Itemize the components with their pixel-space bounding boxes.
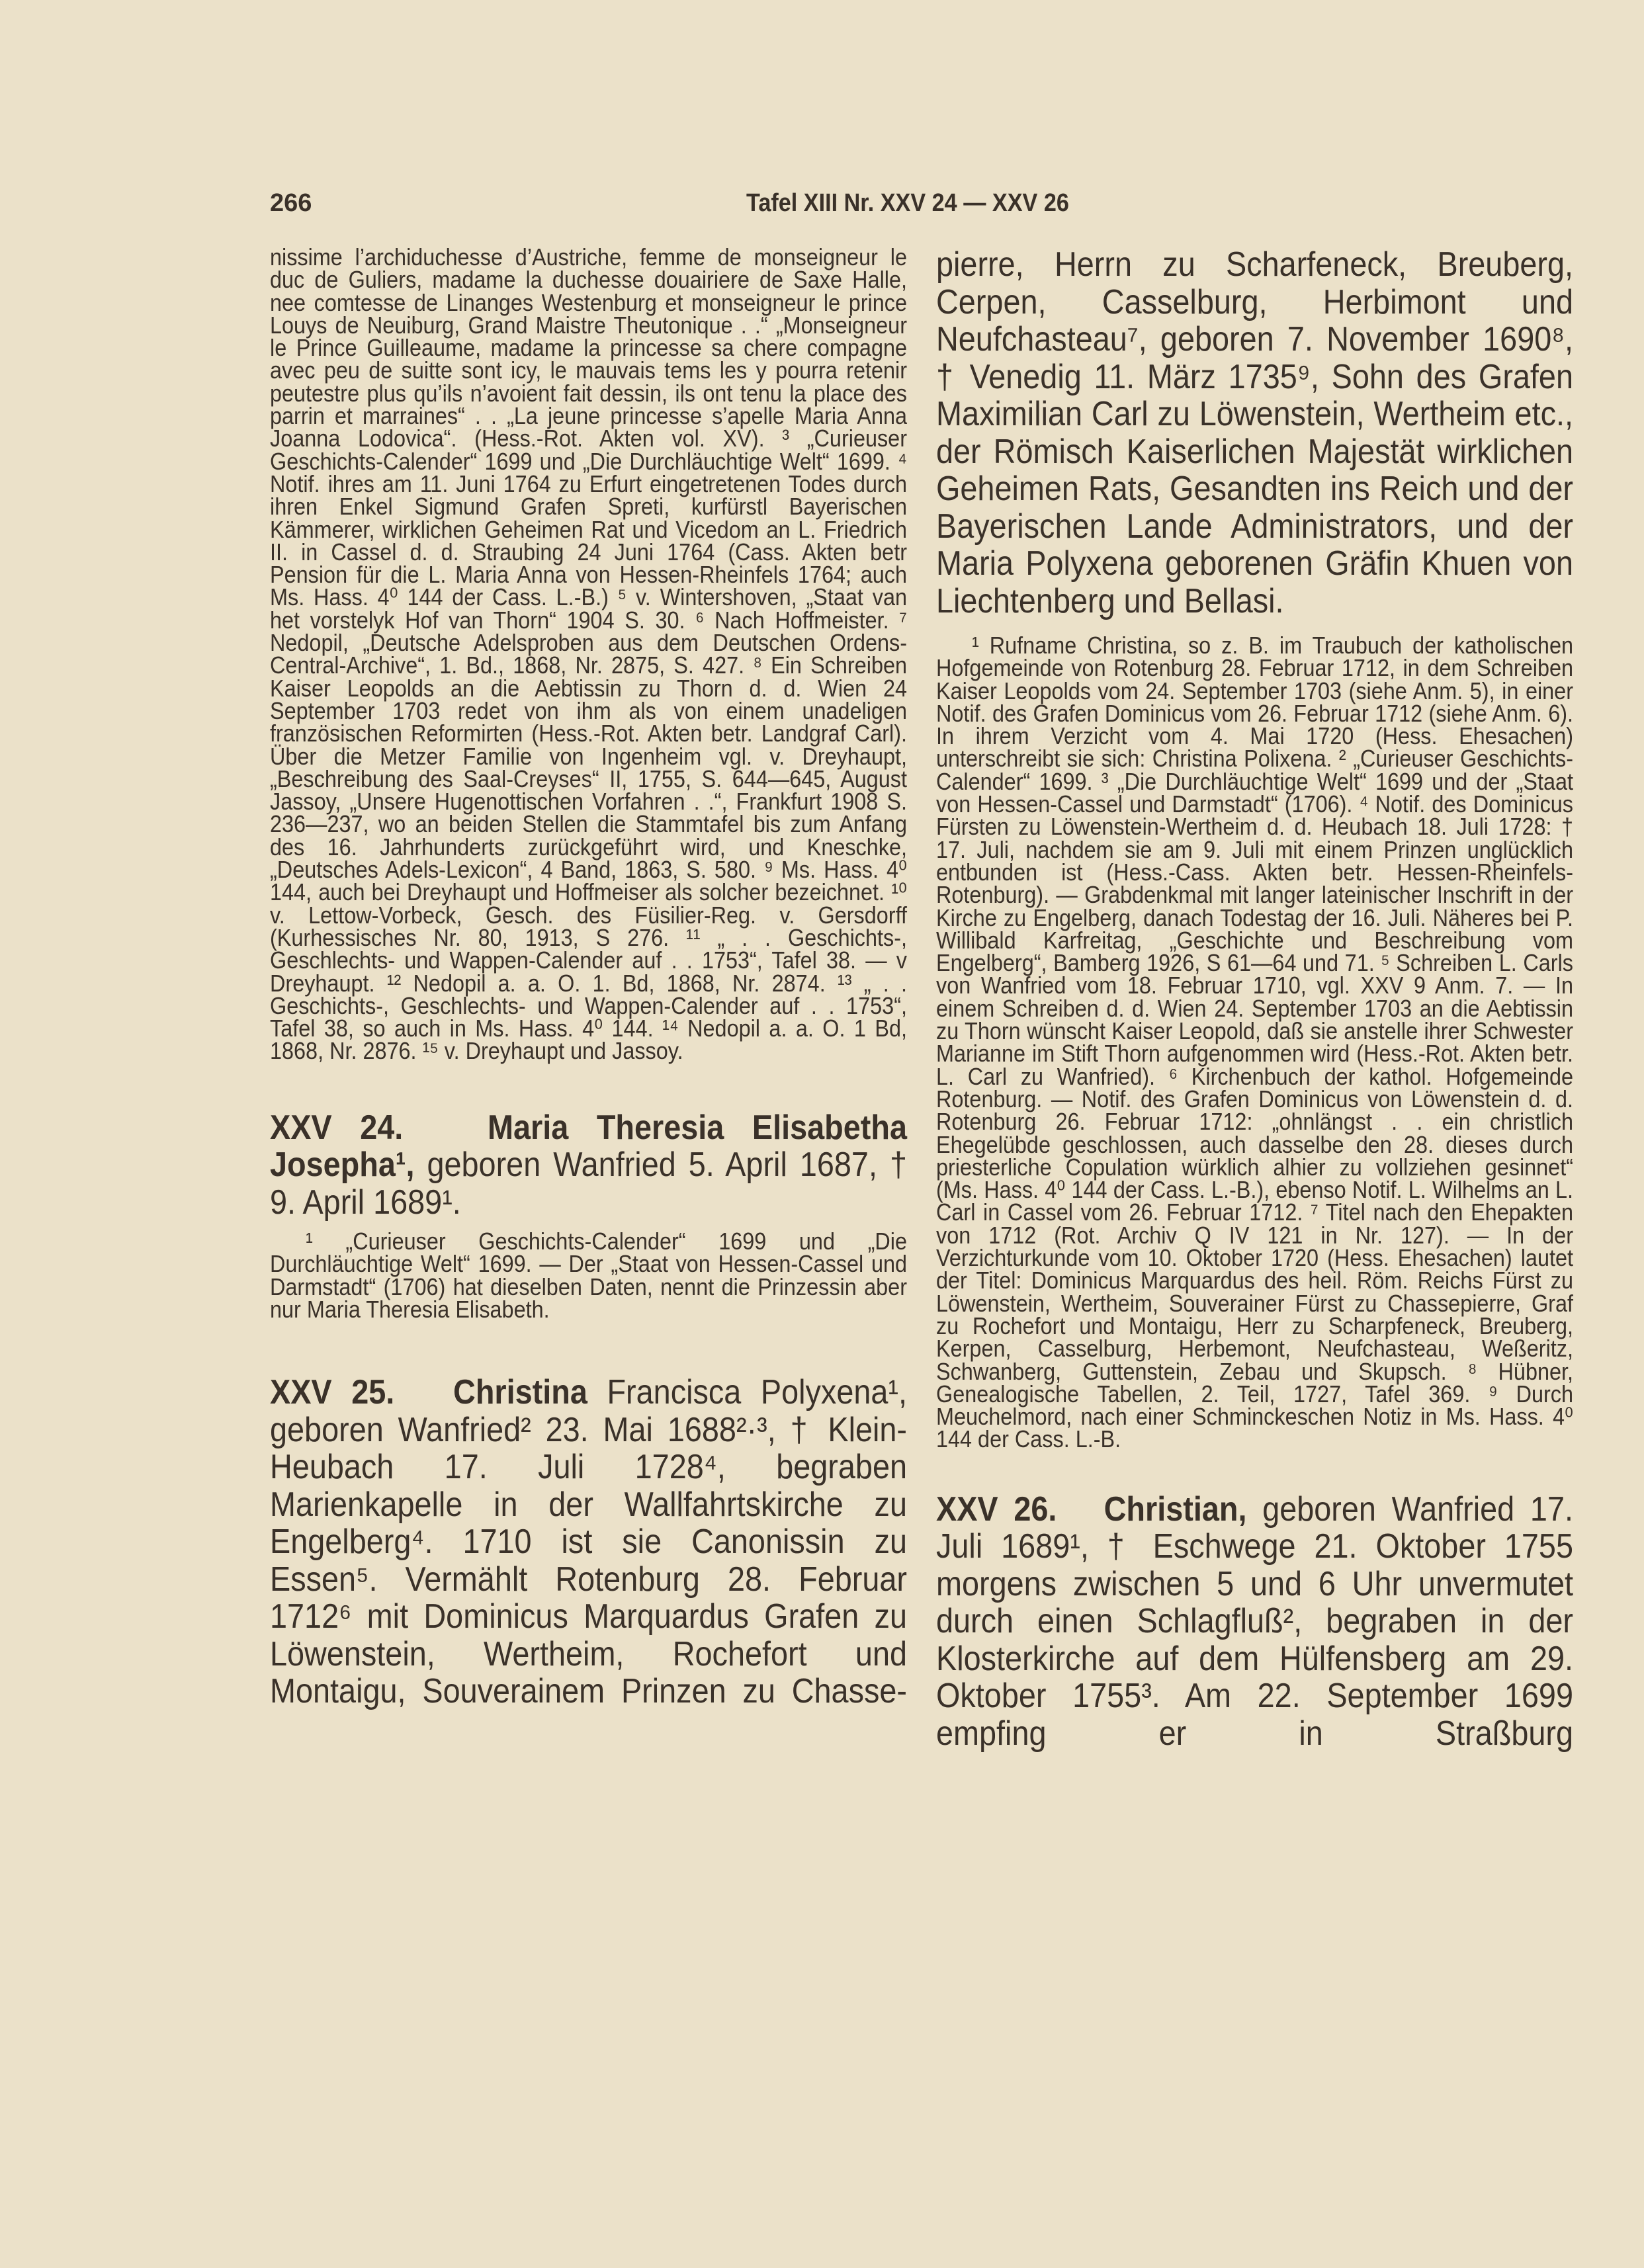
entry-number: XXV 26.	[936, 1490, 1057, 1529]
entry-text: geboren Wanfried 17. Juli 1689¹, † Eschwege 21. Oktober 1755 morgens zwischen 5 und 6 Uhr unvermutet durch einen Schlagfluß², begraben in der Klosterkirche auf dem Hülfensberg am 29. Oktober 1755³. Am 22. September 1699 empfing er in Straßburg	[936, 1490, 1573, 1753]
entry-xxv25	[270, 1374, 907, 1710]
entry-xxv26	[936, 1491, 1573, 1753]
right-column	[936, 246, 1573, 1752]
entry-xxv24-footnotes: ¹ „Curieuser Geschichts-Calender“ 1699 und „Die Durchläuchtige Welt“ 1699. — Der „Staat von Hessen-Cassel und Darmstadt“ (1706) hat dieselben Daten, nennt die Prinzessin aber nur Maria Theresia Elisabeth.	[270, 1228, 907, 1323]
left-column	[270, 243, 908, 1711]
entry-name: Maria Theresia Elisabetha Josepha¹,	[270, 1108, 907, 1185]
entry-text: Francisca Polyxena¹, geboren Wanfried² 23. Mai 1688²·³, † Klein-Heubach 17. Juli 1728⁴, begraben Marienkapelle in der Wallfahrtskirche zu Engelberg⁴. 1710 ist sie Canonissin zu Essen⁵. Vermählt Rotenburg 28. Februar 1712⁶ mit Dominicus Marquardus Grafen zu Löwenstein, Wertheim, Rochefort und Montaigu, Souverainem Prinzen zu Chasse-	[270, 1373, 908, 1711]
entry-xxv25-continued: pierre, Herrn zu Scharfeneck, Breuberg, Cerpen, Casselburg, Herbimont und Neufchasteau⁷, geboren 7. November 1690⁸, † Venedig 11. März 1735⁹, Sohn des Grafen Maximilian Carl zu Löwenstein, Wertheim etc., der Römisch Kaiserlichen Majestät wirklichen Geheimen Rats, Gesandten ins Reich und der Bayerischen Lande Administrators, und der Maria Polyxena geborenen Gräfin Khuen von Liechtenberg und Bellasi.	[936, 245, 1573, 620]
entry-number: XXV 25.	[270, 1373, 395, 1412]
page-number: 266	[270, 189, 312, 217]
entry-text: geboren Wanfried 5. April 1687, † 9. April 1689¹.	[270, 1146, 907, 1222]
entry-xxv25-footnotes: ¹ Rufname Christina, so z. B. im Traubuch der katholischen Hofgemeinde von Rotenburg 28. Februar 1712, in dem Schreiben Kaiser Leopolds vom 24. September 1703 (siehe Anm. 5), in einer Notif. des Grafen Dominicus vom 26. Februar 1712 (siehe Anm. 6). In ihrem Verzicht vom 4. Mai 1720 (Hess. Ehesachen) unterschreibt sie sich: Christina Polixena. ² „Curieuser Geschichts-Calender“ 1699. ³ „Die Durchläuchtige Welt“ 1699 und der „Staat von Hessen-Cassel und Darmstadt“ (1706). ⁴ Notif. des Dominicus Fürsten zu Löwenstein-Wertheim d. d. Heubach 18. Juli 1728: † 17. Juli, nachdem sie am 9. Juli mit einem Prinzen unglücklich entbunden ist (Hess.-Cass. Akten betr. Hessen-Rheinfels-Rotenburg). — Grabdenkmal mit langer lateinischer Inschrift in der Kirche zu Engelberg, danach Todestag der 16. Juli. Näheres bei P. Willibald Karfreitag, „Geschichte und Beschreibung vom Engelberg“, Bamberg 1926, S 61—64 und 71. ⁵ Schreiben L. Carls von Wanfried vom 18. Februar 1710, vgl. XXV 9 Anm. 7. — In einem Schreiben d. d. Wien 24. September 1703 an die Aebtissin zu Thorn wünscht Kaiser Leopold, daß sie anstelle ihrer Schwester Marianne im Stift Thorn aufgenommen wird (Hess.-Rot. Akten betr. L. Carl zu Wanfried). ⁶ Kirchenbuch der kathol. Hofgemeinde Rotenburg. — Notif. des Grafen Dominicus von Löwenstein d. d. Rotenburg 26. Februar 1712: „ohnlängst . . ein christlich Ehegelübde geschlossen, auch dasselbe den 28. dieses durch priesterliche Copulation würklich alhier zu vollziehen gesinnet“ (Ms. Hass. 4⁰ 144 der Cass. L.-B.), ebenso Notif. L. Wilhelms an L. Carl in Cassel vom 26. Februar 1712. ⁷ Titel nach den Ehepakten von 1712 (Rot. Archiv Q IV 121 in Nr. 127). — In der Verzichturkunde vom 10. Oktober 1720 (Hess. Ehesachen) lautet der Titel: Dominicus Marquardus des heil. Röm. Reichs Fürst zu Löwenstein, Wertheim, Souverainer Fürst zu Chassepierre, Graf zu Rochefort und Montaigu, Herr zu Scharpfeneck, Breuberg, Kerpen, Casselburg, Herbemont, Neufchasteau, Weßeritz, Schwanberg, Guttenstein, Zebau und Skupsch. ⁸ Hübner, Genealogische Tabellen, 2. Teil, 1727, Tafel 369. ⁹ Durch Meuchelmord, nach einer Schminckeschen Notiz in Ms. Hass. 4⁰ 144 der Cass. L.-B.	[936, 632, 1573, 1453]
entry-xxv24	[270, 1109, 907, 1222]
entry-name: Christina	[453, 1373, 587, 1412]
running-title: Tafel XIII Nr. XXV 24 — XXV 26	[746, 189, 1069, 217]
entry-number: XXV 24.	[270, 1108, 404, 1147]
footnotes-continued: nissime l’archiduchesse d’Austriche, femme de monseigneur le duc de Guliers, madame la duchesse douairiere de Saxe Halle, nee comtesse de Linanges Westenburg et monseigneur le prince Louys de Neuiburg, Grand Maistre Theutonique . .“ „Monseigneur le Prince Guilleaume, madame la princesse sa chere compagne avec peu de suitte sont icy, le mauvais tems les y pourra retenir peutestre plus qu’ils n’avoient fait dessin, ils ont tenu la place des parrin et marraines“ . . „La jeune princesse s’apelle Maria Anna Joanna Lodovica“. (Hess.-Rot. Akten vol. XV). ³ „Curieuser Geschichts-Calender“ 1699 und „Die Durchläuchtige Welt“ 1699. ⁴ Notif. ihres am 11. Juni 1764 zu Erfurt eingetretenen Todes durch ihren Enkel Sigmund Grafen Spreti, kurfürstl Bayerischen Kämmerer, wirklichen Geheimen Rat und Vicedom an L. Friedrich II. in Cassel d. d. Straubing 24 Juni 1764 (Cass. Akten betr Pension für die L. Maria Anna von Hessen-Rheinfels 1764; auch Ms. Hass. 4⁰ 144 der Cass. L.-B.) ⁵ v. Wintershoven, „Staat van het vorstelyk Hof van Thorn“ 1904 S. 30. ⁶ Nach Hoffmeister. ⁷ Nedopil, „Deutsche Adelsproben aus dem Deutschen Ordens-Central-Archive“, 1. Bd., 1868, Nr. 2875, S. 427. ⁸ Ein Schreiben Kaiser Leopolds an die Aebtissin zu Thorn d. d. Wien 24 September 1703 redet von ihm als von einem unadeligen französischen Reformirten (Hess.-Rot. Akten betr. Landgraf Carl). Über die Metzer Familie von Ingenheim vgl. v. Dreyhaupt, „Beschreibung des Saal-Creyses“ II, 1755, S. 644—645, August Jassoy, „Unsere Hugenottischen Vorfahren . .“, Frankfurt 1908 S. 236—237, wo an beiden Stellen die Stammtafel bis zum Anfang des 16. Jahrhunderts zurückgeführt wird, und Kneschke, „Deutsches Adels-Lexicon“, 4 Band, 1863, S. 580. ⁹ Ms. Hass. 4⁰ 144, auch bei Dreyhaupt und Hoffmeiser als solcher bezeichnet. ¹⁰ v. Lettow-Vorbeck, Gesch. des Füsilier-Reg. v. Gersdorff (Kurhessisches Nr. 80, 1913, S 276. ¹¹ „ . . Geschichts-, Geschlechts- und Wappen-Calender auf . . 1753“, Tafel 38. — v Dreyhaupt. ¹² Nedopil a. a. O. 1. Bd, 1868, Nr. 2874. ¹³ „ . . Geschichts-, Geschlechts- und Wappen-Calender auf . . 1753“, Tafel 38, so auch in Ms. Hass. 4⁰ 144. ¹⁴ Nedopil a. a. O. 1 Bd, 1868, Nr. 2876. ¹⁵ v. Dreyhaupt und Jassoy.	[270, 243, 907, 1065]
entry-name: Christian,	[1103, 1490, 1247, 1529]
